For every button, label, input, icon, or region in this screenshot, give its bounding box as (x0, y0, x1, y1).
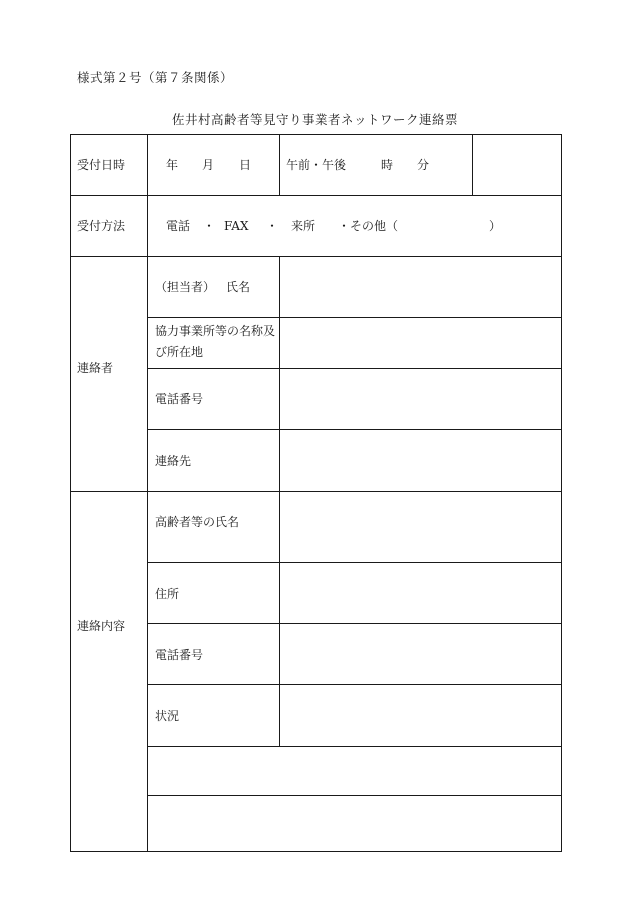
method-separator: ・ (203, 219, 216, 233)
method-other-option[interactable]: ・その他（ (338, 219, 399, 233)
elder-phone-label: 電話番号 (155, 648, 204, 662)
month-label: 月 (202, 158, 215, 172)
method-fax-option[interactable]: FAX (224, 219, 249, 233)
hour-label: 時 (381, 158, 394, 172)
reception-datetime-label: 受付日時 (77, 158, 126, 172)
method-phone-option[interactable]: 電話 (166, 219, 191, 233)
staff-name-field[interactable] (280, 257, 561, 317)
method-separator: ・ (266, 219, 279, 233)
form-number: 様式第２号（第７条関係） (77, 70, 234, 85)
organization-field[interactable] (280, 318, 561, 368)
elder-phone-field[interactable] (280, 624, 561, 684)
document-title: 佐井村高齢者等見守り事業者ネットワーク連絡票 (171, 112, 458, 127)
situation-field[interactable] (280, 685, 561, 746)
contact-phone-label: 電話番号 (155, 392, 204, 406)
day-label: 日 (239, 158, 252, 172)
contact-content-section-label: 連絡内容 (77, 619, 126, 633)
reception-method-label: 受付方法 (77, 219, 126, 233)
contact-address-label: 連絡先 (155, 454, 192, 468)
contact-address-field[interactable] (280, 430, 561, 491)
minute-label: 分 (417, 158, 430, 172)
elder-name-label: 高齢者等の氏名 (155, 515, 240, 529)
am-pm-label: 午前・午後 (286, 158, 347, 172)
situation-detail-field[interactable] (148, 747, 561, 795)
contact-person-section-label: 連絡者 (77, 361, 114, 375)
staff-name-label: 氏名 (226, 280, 251, 294)
situation-detail-field[interactable] (148, 796, 561, 851)
reception-extra-field[interactable] (473, 135, 561, 195)
elder-name-field[interactable] (280, 492, 561, 562)
contact-phone-field[interactable] (280, 369, 561, 429)
organization-label: 協力事業所等の名称及び所在地 (155, 324, 276, 359)
address-field[interactable] (280, 563, 561, 623)
situation-label: 状況 (155, 709, 180, 723)
method-other-close: ） (489, 219, 502, 233)
method-visit-option[interactable]: 来所 (291, 219, 316, 233)
year-label: 年 (166, 158, 179, 172)
address-label: 住所 (155, 587, 180, 601)
staff-prefix-label: （担当者） (155, 280, 216, 294)
